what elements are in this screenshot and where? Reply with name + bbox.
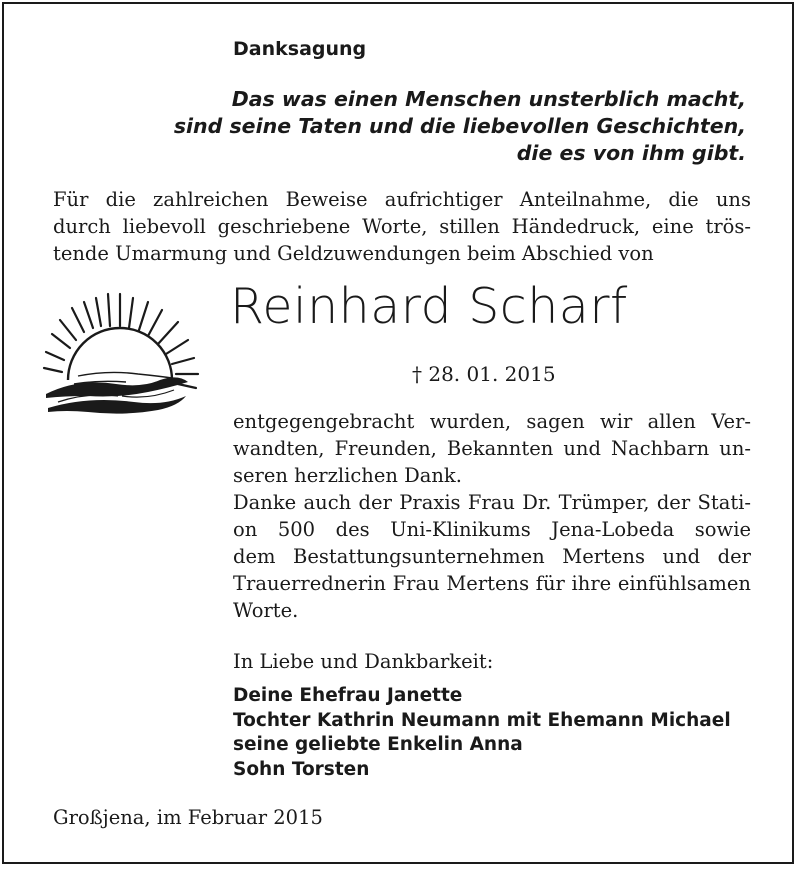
signer: Sohn Torsten bbox=[233, 758, 370, 780]
place-and-date: Großjena, im Februar 2015 bbox=[53, 806, 323, 829]
intro-paragraph bbox=[53, 186, 751, 267]
motto-line: Das was einen Menschen unsterblich macht, bbox=[231, 87, 746, 111]
signers-list bbox=[233, 684, 731, 782]
body-line: dem Bestattungsunternehmen Mertens und der bbox=[233, 545, 751, 568]
body-line: entgegengebracht wurden, sagen wir allen Ver- bbox=[233, 410, 751, 433]
deceased-name: Reinhard Scharf bbox=[230, 278, 628, 335]
obituary-card bbox=[2, 2, 794, 864]
motto-quote bbox=[146, 86, 746, 167]
body-line: Danke auch der Praxis Frau Dr. Trümper, der Stati- bbox=[233, 491, 751, 514]
intro-line: tende Umarmung und Geldzuwendungen beim Abschied von bbox=[53, 242, 654, 265]
thanks-paragraph bbox=[233, 408, 751, 624]
sunrise-over-hills-icon bbox=[38, 284, 208, 424]
motto-line: die es von ihm gibt. bbox=[516, 141, 746, 165]
intro-line: durch liebevoll geschriebene Worte, stillen Händedruck, eine trös- bbox=[53, 215, 751, 238]
heading: Danksagung bbox=[233, 38, 367, 60]
intro-line: Für die zahlreichen Beweise aufrichtiger Anteilnahme, die uns bbox=[53, 188, 751, 211]
death-date: † 28. 01. 2015 bbox=[412, 362, 556, 386]
body-line: seren herzlichen Dank. bbox=[233, 464, 462, 487]
body-line: on 500 des Uni-Klinikums Jena-Lobeda sowie bbox=[233, 518, 751, 541]
closing-greeting: In Liebe und Dankbarkeit: bbox=[233, 650, 494, 673]
signer: Deine Ehefrau Janette bbox=[233, 685, 463, 706]
body-line: Trauerrednerin Frau Mertens für ihre einfühlsamen bbox=[233, 572, 751, 595]
signer: seine geliebte Enkelin Anna bbox=[233, 734, 523, 755]
motto-line: sind seine Taten und die liebevollen Geschichten, bbox=[173, 114, 746, 138]
signer: Tochter Kathrin Neumann mit Ehemann Michael bbox=[233, 709, 731, 731]
body-line: Worte. bbox=[233, 599, 299, 622]
body-line: wandten, Freunden, Bekannten und Nachbarn un- bbox=[233, 437, 751, 460]
